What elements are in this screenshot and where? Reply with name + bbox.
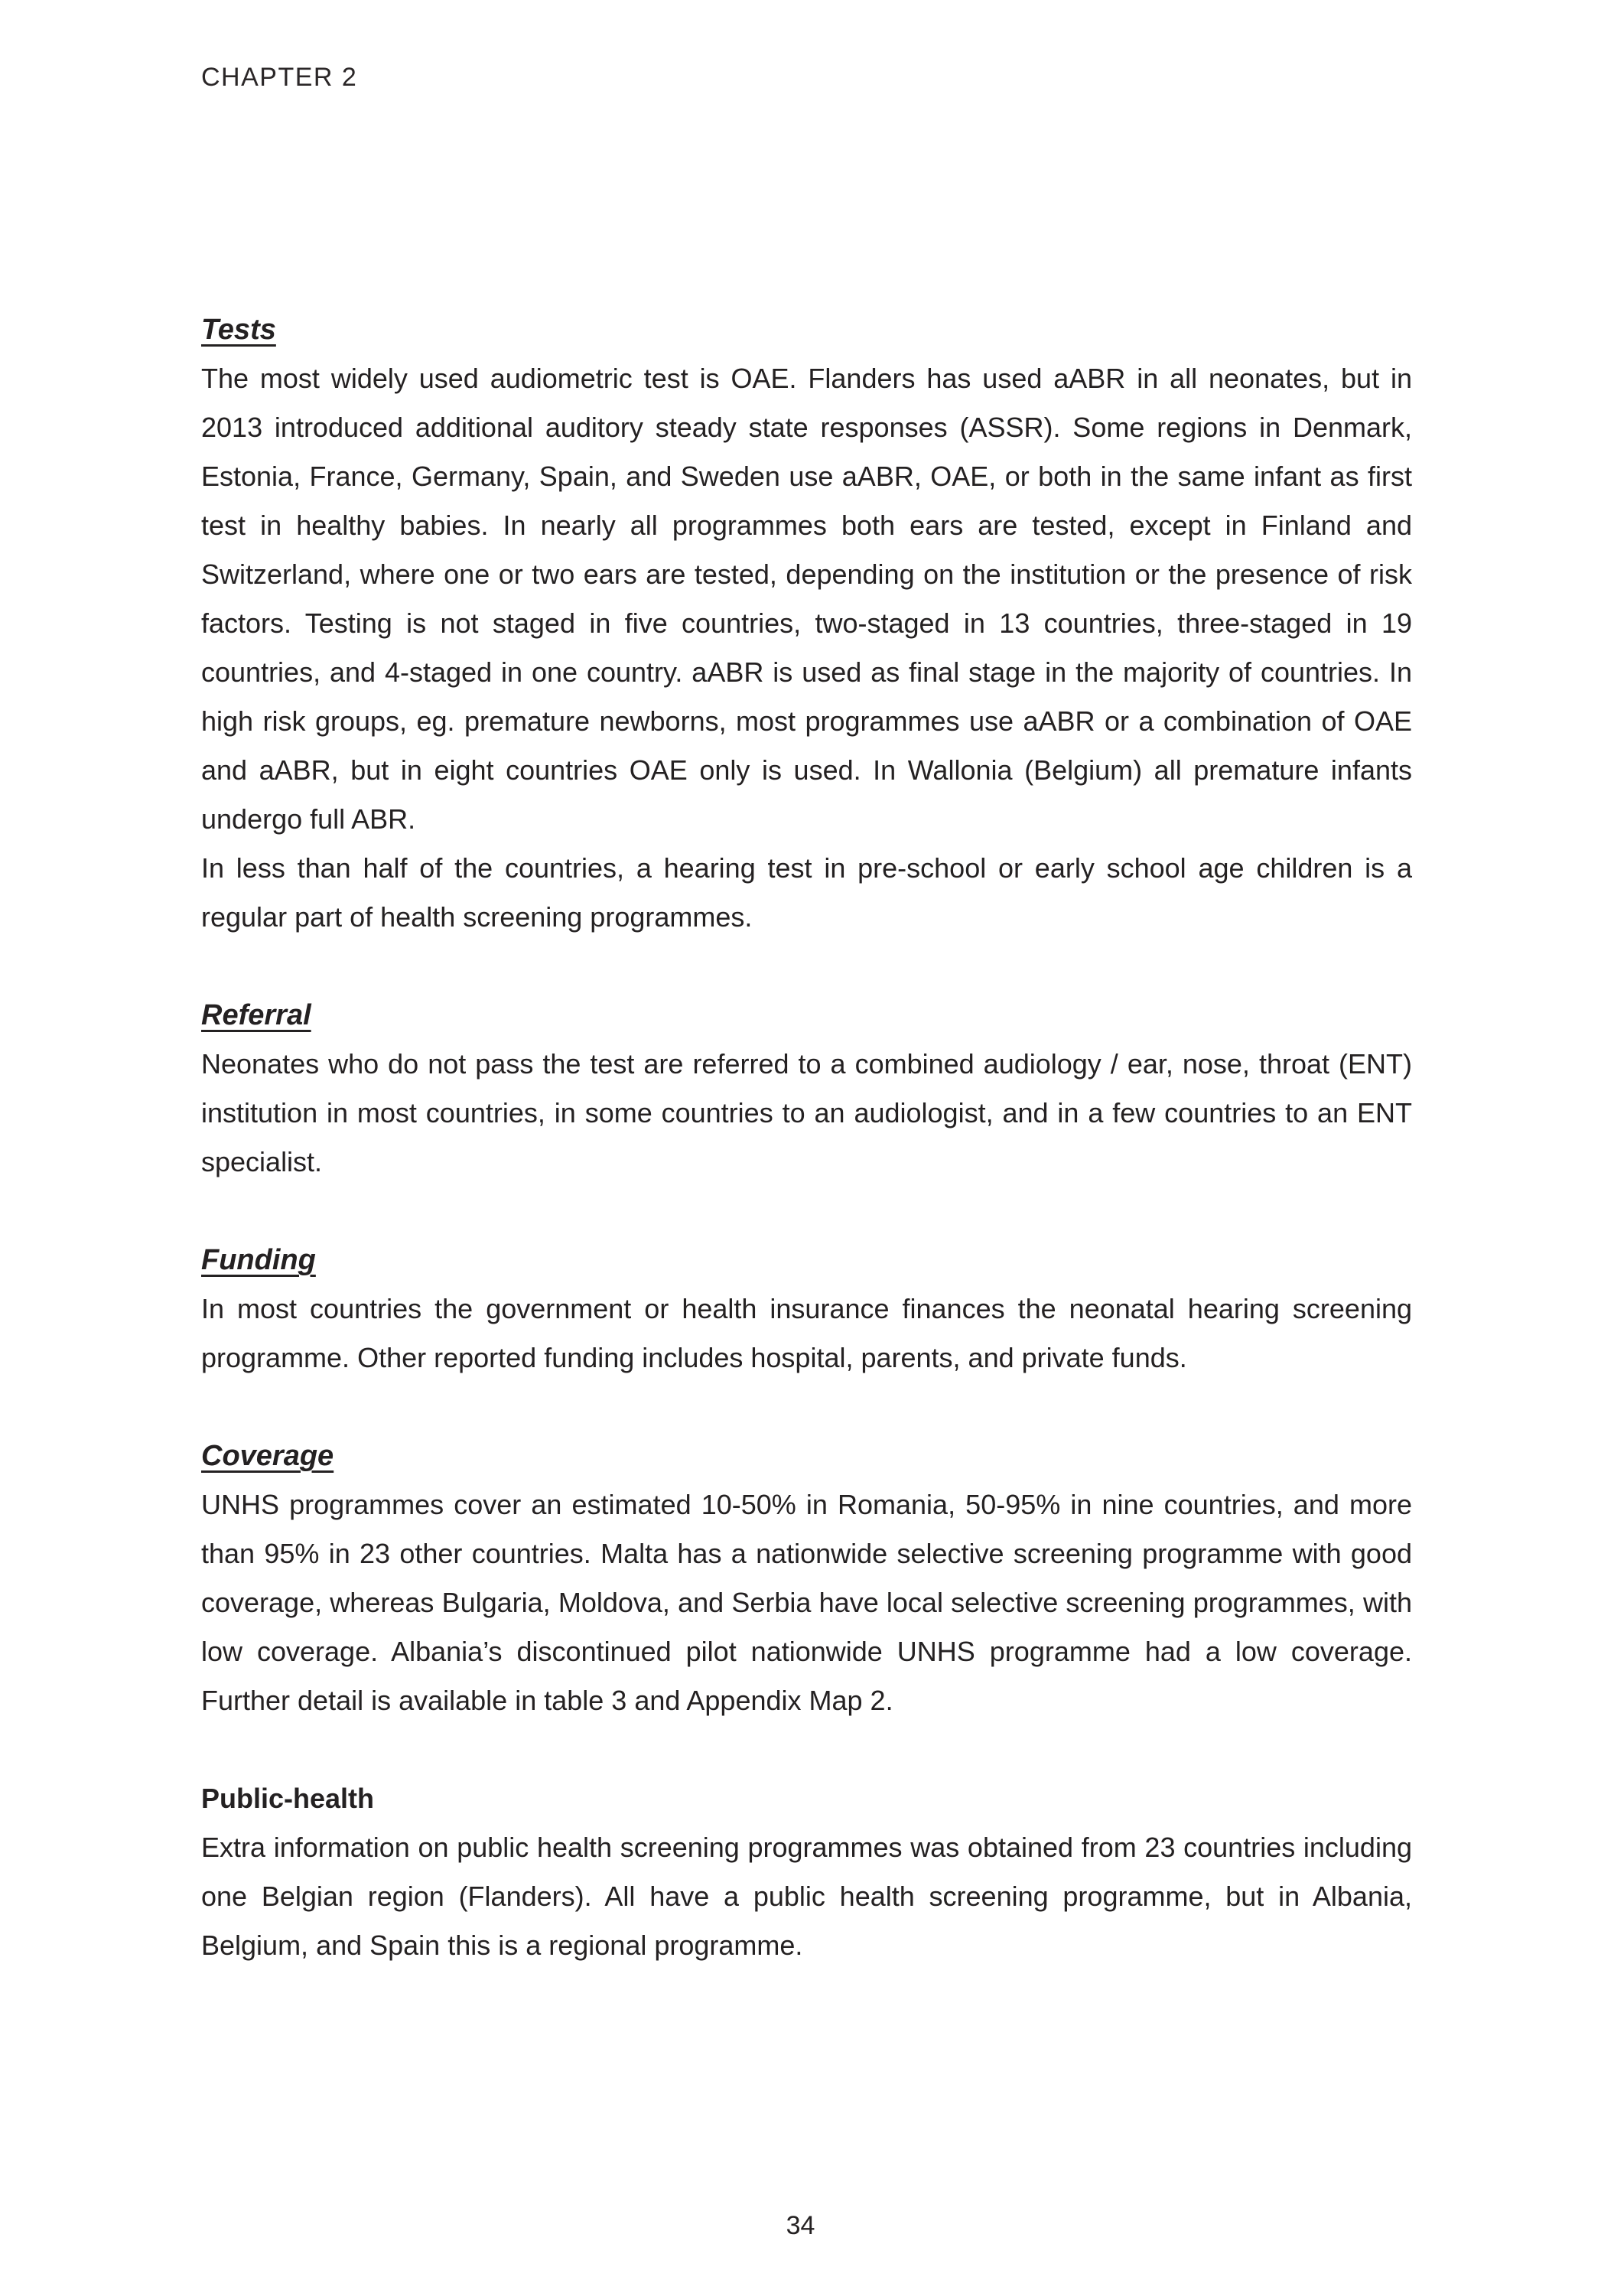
paragraph: In less than half of the countries, a hearing test in pre-school or early school age children is a regular part of health screening programmes. [201, 852, 1412, 933]
paragraph: UNHS programmes cover an estimated 10-50% in Romania, 50-95% in nine countries, and more than 95% in 23 other countries. Malta has a nationwide selective screening programme with good coverage, whereas Bulgaria, Moldova, and Serbia have local selective screening programmes, with low coverage. Albania’s discontinued pilot nationwide UNHS programme had a low coverage. Further detail is available in table 3 and Appendix Map 2. [201, 1489, 1412, 1716]
section-heading-tests: Tests [201, 314, 276, 346]
paragraph: Extra information on public health screening programmes was obtained from 23 countries including one Belgian region (Flanders). All have a public health screening programme, but in Albania, Belgium, and Spain this is a regional programme. [201, 1832, 1412, 1961]
section-heading-referral: Referral [201, 999, 311, 1031]
paragraph: The most widely used audiometric test is OAE. Flanders has used aABR in all neonates, but in 2013 introduced additional auditory steady state responses (ASSR). Some regions in Denmark, Estonia, France, Germany, Spain, and Sweden use aABR, OAE, or both in the same infant as first test in healthy babies. In nearly all programmes both ears are tested, except in Finland and Switzerland, where one or two ears are tested, depending on the institution or the presence of risk factors. Testing is not staged in five countries, two-staged in 13 countries, three-staged in 19 countries, and 4-staged in one country. aABR is used as final stage in the majority of countries. In high risk groups, eg. premature newborns, most programmes use aABR or a combination of OAE and aABR, but in eight countries OAE only is used. In Wallonia (Belgium) all premature infants undergo full ABR. [201, 363, 1412, 835]
section-heading-coverage: Coverage [201, 1440, 334, 1472]
page-content [201, 305, 1412, 1970]
section-coverage [201, 1431, 1412, 1725]
section-referral [201, 991, 1412, 1187]
section-funding [201, 1236, 1412, 1382]
paragraph: Neonates who do not pass the test are referred to a combined audiology / ear, nose, throat (ENT) institution in most countries, in some countries to an audiologist, and in a few countries to an ENT specialist. [201, 1048, 1412, 1177]
section-tests [201, 305, 1412, 942]
section-public-health [201, 1774, 1412, 1970]
paragraph: In most countries the government or health insurance finances the neonatal hearing screening programme. Other reported funding includes hospital, parents, and private funds. [201, 1293, 1412, 1373]
section-heading-funding: Funding [201, 1244, 316, 1276]
page-number: 34 [786, 2211, 815, 2240]
chapter-header: CHAPTER 2 [201, 63, 358, 92]
section-heading-public-health: Public-health [201, 1783, 375, 1814]
